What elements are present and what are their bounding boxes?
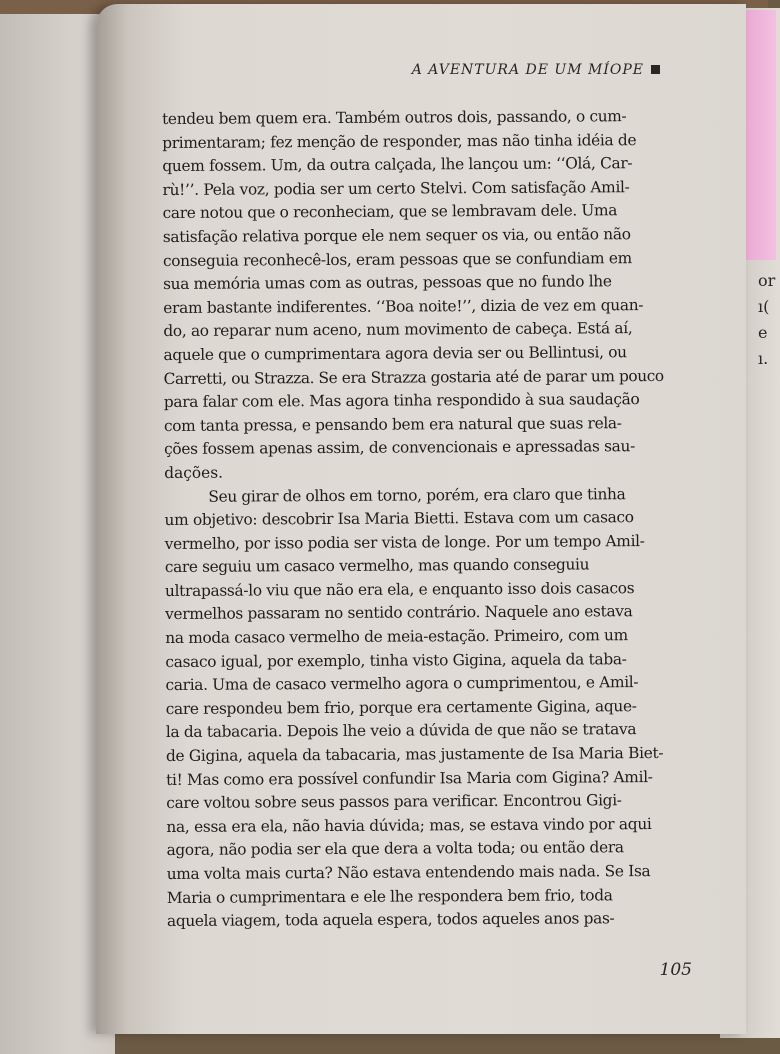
text-line: dações.	[164, 463, 224, 482]
text-line: care voltou sobre seus passos para verificar. Encontrou Gigi-	[166, 791, 622, 813]
text-line: do, ao reparar num aceno, num movimento de cabeça. Está aí,	[163, 319, 633, 341]
edge-glyph: or	[758, 271, 776, 290]
text-line: aquele que o cumprimentara agora devia ser ou Bellintusi, ou	[163, 343, 627, 364]
text-line: para falar com ele. Mas agora tinha respondido à sua saudação	[163, 390, 640, 412]
text-line: la da tabacaria. Depois lhe veio a dúvida de que não se tratava	[165, 720, 637, 742]
text-line: uma volta mais curta? Não estava entendendo mais nada. Se Isa	[166, 862, 651, 883]
text-line: conseguia reconhecê-los, eram pessoas que se confundiam em	[162, 248, 632, 270]
text-line: de Gigina, aquela da tabacaria, mas justamente de Isa Maria Biet-	[165, 743, 664, 766]
text-line: rù!’’. Pela voz, podia ser um certo Stelvi. Com satisfação Amil-	[162, 177, 630, 199]
edge-glyph: e	[758, 323, 768, 342]
text-line: eram bastante indiferentes. ‘‘Boa noite!’’, dizia de vez em quan-	[163, 295, 644, 317]
text-line: aquela viagem, toda aquela espera, todos aqueles anos pas-	[166, 909, 615, 931]
text-line: caria. Uma de casaco vermelho agora o cumprimentou, e Amil-	[165, 673, 639, 695]
text-line: quem fossem. Um, da outra calçada, lhe lançou um: ‘‘Olá, Car-	[162, 154, 633, 176]
text-line: ções fossem apenas assim, de convencionais e apressadas sau-	[164, 437, 636, 459]
text-line: satisfação relativa porque ele nem sequer os via, ou então não	[162, 225, 631, 246]
text-line: vermelhos passaram no sentido contrário. Naquele ano estava	[165, 602, 633, 624]
text-line: sua memória umas com as outras, pessoas que no fundo lhe	[163, 272, 612, 294]
text-line: tendeu bem quem era. Também outros dois, passando, o cum-	[162, 107, 627, 128]
text-line: care respondeu bem frio, porque era certamente Gigina, aque-	[165, 696, 637, 718]
body-text	[162, 105, 687, 934]
text-line: vermelho, por isso podia ser vista de longe. Por um tempo Amil-	[164, 531, 645, 553]
text-line: care notou que o reconheciam, que se lembravam dele. Uma	[162, 201, 618, 223]
page-number: 105	[659, 960, 692, 980]
text-line: ultrapassá-lo viu que não era ela, e enquanto isso dois casacos	[164, 578, 635, 600]
edge-glyph: ı.	[758, 349, 769, 368]
running-head-title: A AVENTURA DE UM MÍOPE	[411, 62, 644, 78]
text-line: na, essa era ela, não havia dúvida; mas, se estava vindo por aqui	[166, 814, 652, 836]
text-line: ti! Mas como era possível confundir Isa Maria com Gigina? Amil-	[166, 767, 653, 789]
text-line: primentaram; fez menção de responder, mas não tinha idéia de	[162, 130, 637, 152]
text-line: agora, não podia ser ela que dera a volta toda; ou então dera	[166, 838, 624, 860]
running-head	[330, 62, 660, 78]
next-page-glyphs	[758, 268, 776, 372]
text-line: Carretti, ou Strazza. Se era Strazza gostaria até de parar um pouco	[163, 366, 664, 388]
text-line: na moda casaco vermelho de meia-estação. Primeiro, com um	[165, 626, 628, 648]
text-line: Maria o cumprimentara e ele lhe respondera bem frio, toda	[166, 885, 613, 907]
text-line: com tanta pressa, e pensando bem era natural que suas rela-	[163, 413, 622, 435]
square-bullet-icon	[651, 65, 660, 74]
text-line: Seu girar de olhos em torno, porém, era claro que tinha	[208, 484, 626, 506]
text-line: care seguiu um casaco vermelho, mas quando conseguiu	[164, 555, 590, 577]
text-line: um objetivo: descobrir Isa Maria Bietti. Estava com um casaco	[164, 508, 634, 530]
text-line: casaco igual, por exemplo, tinha visto Gigina, aquela da taba-	[165, 649, 627, 671]
edge-glyph: ı(	[758, 297, 770, 316]
